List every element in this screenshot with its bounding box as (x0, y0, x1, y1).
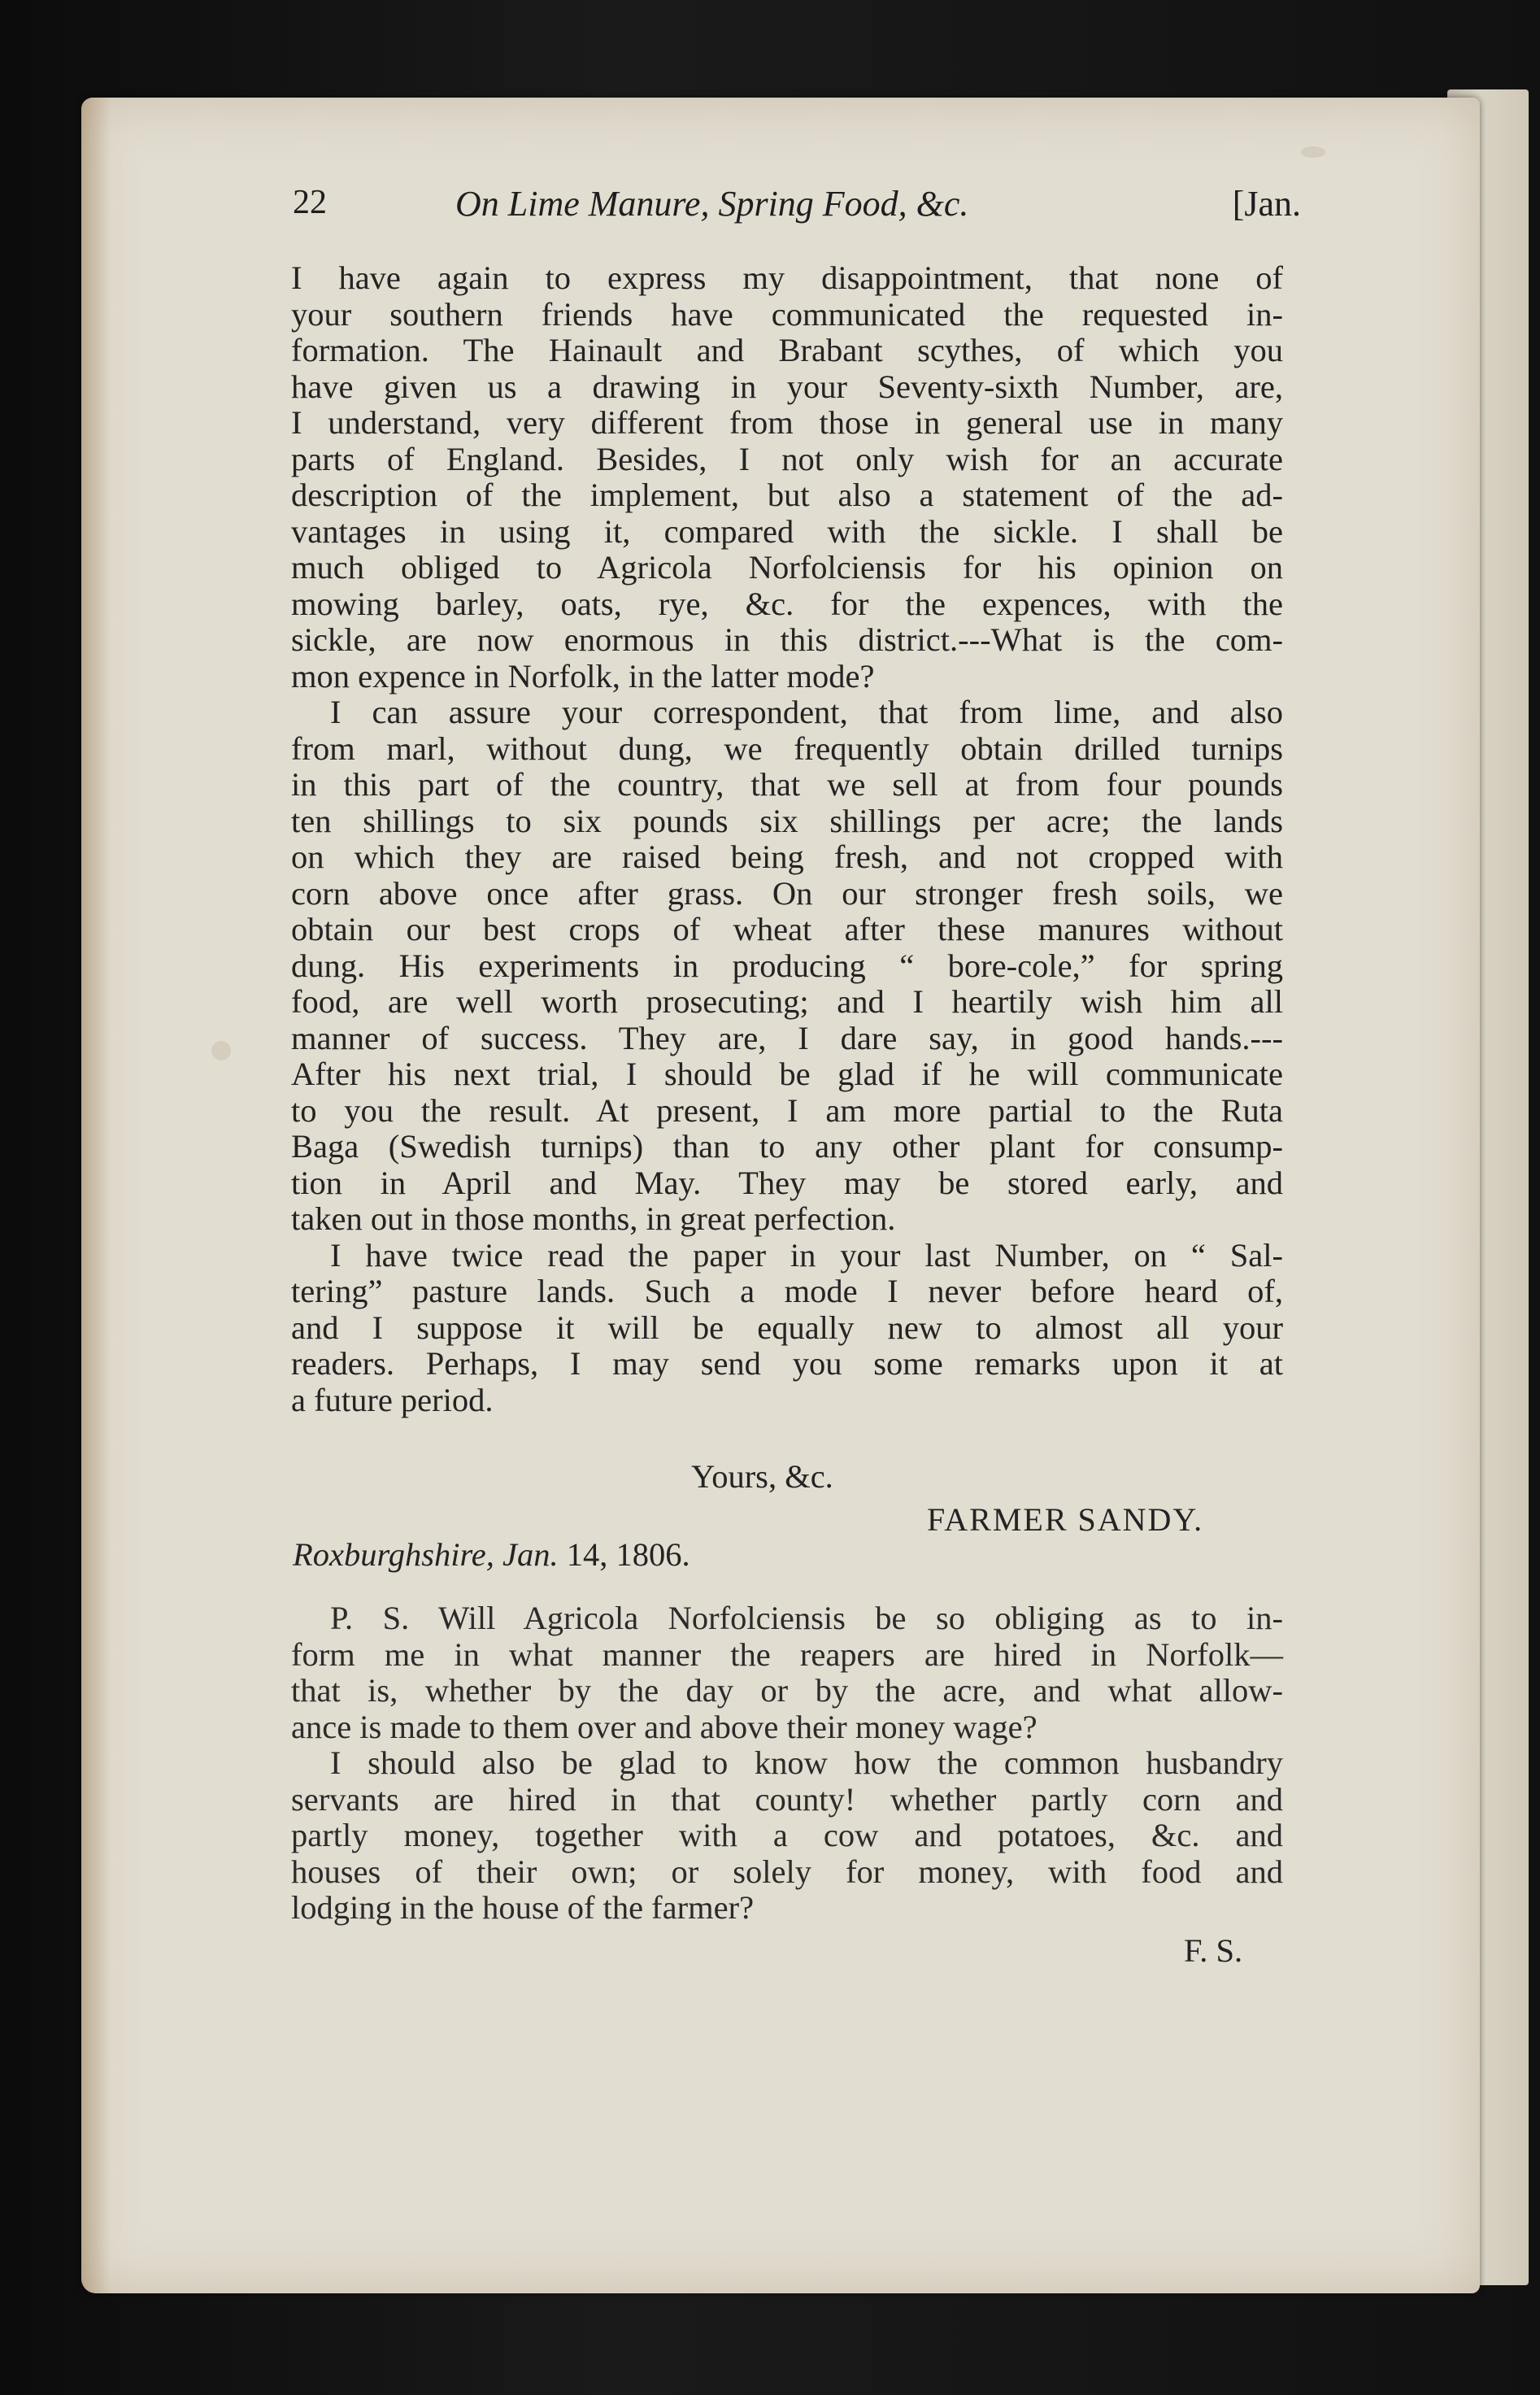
text-line: readers. Perhaps, I may send you some remarks upon it at (291, 1345, 1283, 1382)
text-line: tion in April and May. They may be stored early, and (291, 1164, 1283, 1201)
letter-body (291, 260, 1283, 1418)
signature: FARMER SANDY. (927, 1501, 1204, 1538)
running-head (293, 183, 1301, 232)
text-line: parts of England. Besides, I not only wish for an accurate (291, 440, 1283, 477)
text-line: I understand, very different from those in general use in many (291, 404, 1283, 441)
text-line: sickle, are now enormous in this district.---What is the com- (291, 621, 1283, 658)
dateline-date: Jan. 14, 1806. (502, 1536, 690, 1573)
text-line: food, are well worth prosecuting; and I heartily wish him all (291, 983, 1283, 1020)
dateline (293, 1535, 690, 1574)
text-line: form me in what manner the reapers are hired in Norfolk— (291, 1635, 1283, 1673)
text-line: much obliged to Agricola Norfolciensis for his opinion on (291, 549, 1283, 586)
dateline-place: Roxburghshire, (293, 1536, 494, 1573)
text-line: obtain our best crops of wheat after these manures without (291, 911, 1283, 947)
page-gutter-shadow (81, 98, 111, 2293)
text-line: ance is made to them over and above their money wage? (291, 1708, 1038, 1745)
text-line: I have again to express my disappointment, that none of (291, 259, 1283, 296)
text-line: tering” pasture lands. Such a mode I never before heard of, (291, 1273, 1283, 1309)
postscript-initials: F. S. (1184, 1932, 1243, 1969)
text-line: description of the implement, but also a statement of the ad- (291, 477, 1283, 513)
text-line: have given us a drawing in your Seventy-sixth Number, are, (291, 368, 1283, 405)
text-line: I should also be glad to know how the common husbandry (330, 1744, 1283, 1781)
running-title: On Lime Manure, Spring Food, &c. (455, 184, 969, 224)
text-line: vantages in using it, compared with the sickle. I shall be (291, 512, 1283, 550)
text-line: mon expence in Norfolk, in the latter mode? (291, 657, 875, 695)
text-line: that is, whether by the day or by the acre, and what allow- (291, 1672, 1283, 1709)
running-date: [Jan. (1232, 184, 1301, 224)
dateline-month: Jan. (502, 1536, 559, 1573)
page-number: 22 (293, 184, 327, 221)
text-line: mowing barley, oats, rye, &c. for the expences, with the (291, 585, 1283, 622)
text-line: manner of success. They are, I dare say, in good hands.--- (291, 1019, 1283, 1056)
text-line: P. S. Will Agricola Norfolciensis be so obliging as to in- (330, 1600, 1283, 1636)
text-line: taken out in those months, in great perfection. (291, 1200, 896, 1237)
text-line: corn above once after grass. On our stronger fresh soils, we (291, 874, 1283, 912)
text-line: on which they are raised being fresh, and not cropped with (291, 838, 1283, 875)
text-line: ten shillings to six pounds six shillings per acre; the lands (291, 802, 1283, 839)
text-line: a future period. (291, 1381, 494, 1418)
text-line: formation. The Hainault and Brabant scythes, of which you (291, 332, 1283, 368)
text-line: After his next trial, I should be glad if he will communicate (291, 1056, 1283, 1092)
text-line: in this part of the country, that we sell at from four pounds (291, 766, 1283, 803)
text-line: I can assure your correspondent, that from lime, and also (330, 694, 1283, 730)
paper-stain (1301, 146, 1325, 158)
text-line: Baga (Swedish turnips) than to any other plant for consump- (291, 1128, 1283, 1165)
text-line: from marl, without dung, we frequently obtain drilled turnips (291, 729, 1283, 767)
text-line: I have twice read the paper in your last Number, on “ Sal- (330, 1236, 1283, 1274)
text-line: partly money, together with a cow and potatoes, &c. and (291, 1817, 1283, 1853)
text-line: your southern friends have communicated the requested in- (291, 295, 1283, 333)
valediction: Yours, &c. (691, 1458, 833, 1495)
text-line: to you the result. At present, I am more partial to the Ruta (291, 1091, 1283, 1129)
text-line: dung. His experiments in producing “ bore-cole,” for spring (291, 947, 1283, 984)
postscript (291, 1600, 1283, 1927)
paper-stain (211, 1041, 231, 1060)
text-line: lodging in the house of the farmer? (291, 1889, 755, 1926)
text-line: servants are hired in that county! whether partly corn and (291, 1780, 1283, 1818)
text-line: houses of their own; or solely for money, with food and (291, 1853, 1283, 1890)
text-line: and I suppose it will be equally new to almost all your (291, 1309, 1283, 1346)
